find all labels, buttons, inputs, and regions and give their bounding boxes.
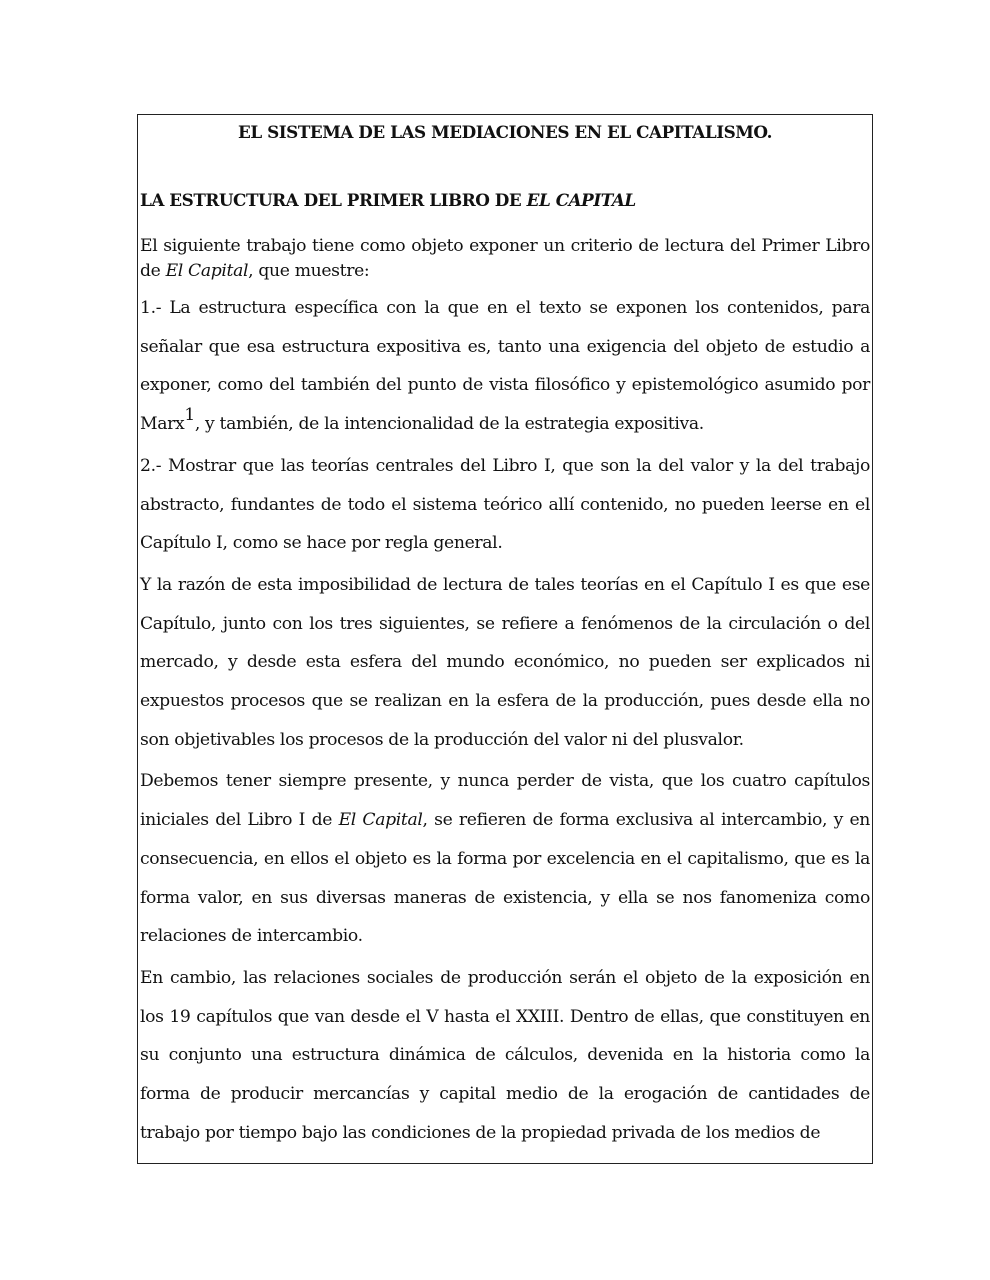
intro-text-end: , que muestre: bbox=[248, 261, 370, 281]
point-two-paragraph: 2.- Mostrar que las teorías centrales del Libro I, que son la del valor y la del trabajo abstracto, fundantes de todo el sistema teórico allí contenido, no pueden leerse en el Capítulo I, como se hace por regla general. bbox=[140, 455, 870, 554]
exchange-book-title: El Capital bbox=[338, 810, 423, 831]
intro-text-start: El siguiente trabajo tiene como objeto exponer un criterio de lectura del Primer Libro de bbox=[140, 236, 870, 281]
section-heading-text: LA ESTRUCTURA DEL PRIMER LIBRO DE bbox=[140, 190, 527, 210]
exchange-text-start: Debemos tener siempre presente, y nunca perder de vista, que los cuatro capítulos iniciales del Libro I de bbox=[140, 771, 870, 831]
section-heading-italic: EL CAPITAL bbox=[526, 190, 636, 210]
intro-paragraph bbox=[140, 234, 870, 284]
document-title: EL SISTEMA DE LAS MEDIACIONES EN EL CAPITALISMO. bbox=[238, 122, 772, 142]
point-one-paragraph bbox=[140, 289, 870, 444]
page-frame bbox=[137, 114, 873, 1164]
point-one-text-end: , y también, de la intencionalidad de la estrategia expositiva. bbox=[194, 414, 704, 435]
section-heading bbox=[140, 189, 870, 211]
footnote-reference[interactable]: 1 bbox=[184, 405, 195, 426]
point-one-text-start: 1.- La estructura específica con la que en el texto se exponen los contenidos, para señalar que esa estructura expositiva es, tanto una exigencia del objeto de estudio a exponer, como del también del punto de vista filosófico y epistemológico asumido por Marx bbox=[140, 298, 870, 435]
intro-book-title: El Capital bbox=[165, 261, 249, 281]
production-paragraph: En cambio, las relaciones sociales de producción serán el objeto de la exposición en los 19 capítulos que van desde el V hasta el XXIII. Dentro de ellas, que constituyen en su conjunto una estructura dinámica de cálculos, devenida en la historia como la forma de producir mercancías y capital medio de la erogación de cantidades de trabajo por tiempo bajo las condiciones de la propiedad privada de los medios de bbox=[140, 967, 870, 1143]
exchange-paragraph bbox=[140, 762, 870, 956]
reason-paragraph: Y la razón de esta imposibilidad de lectura de tales teorías en el Capítulo I es que ese Capítulo, junto con los tres siguientes, se refiere a fenómenos de la circulación o del mercado, y desde esta esfera del mundo económico, no pueden ser explicados ni expuestos procesos que se realizan en la esfera de la producción, pues desde ella no son objetivables los procesos de la producción del valor ni del plusvalor. bbox=[140, 574, 870, 750]
document-body bbox=[138, 121, 872, 1152]
exchange-text-end: , se refieren de forma exclusiva al intercambio, y en consecuencia, en ellos el objeto es la forma por excelencia en el capitalismo, que es la forma valor, en sus diversas maneras de existencia, y ella se nos fanomeniza como relaciones de intercambio. bbox=[140, 810, 870, 947]
